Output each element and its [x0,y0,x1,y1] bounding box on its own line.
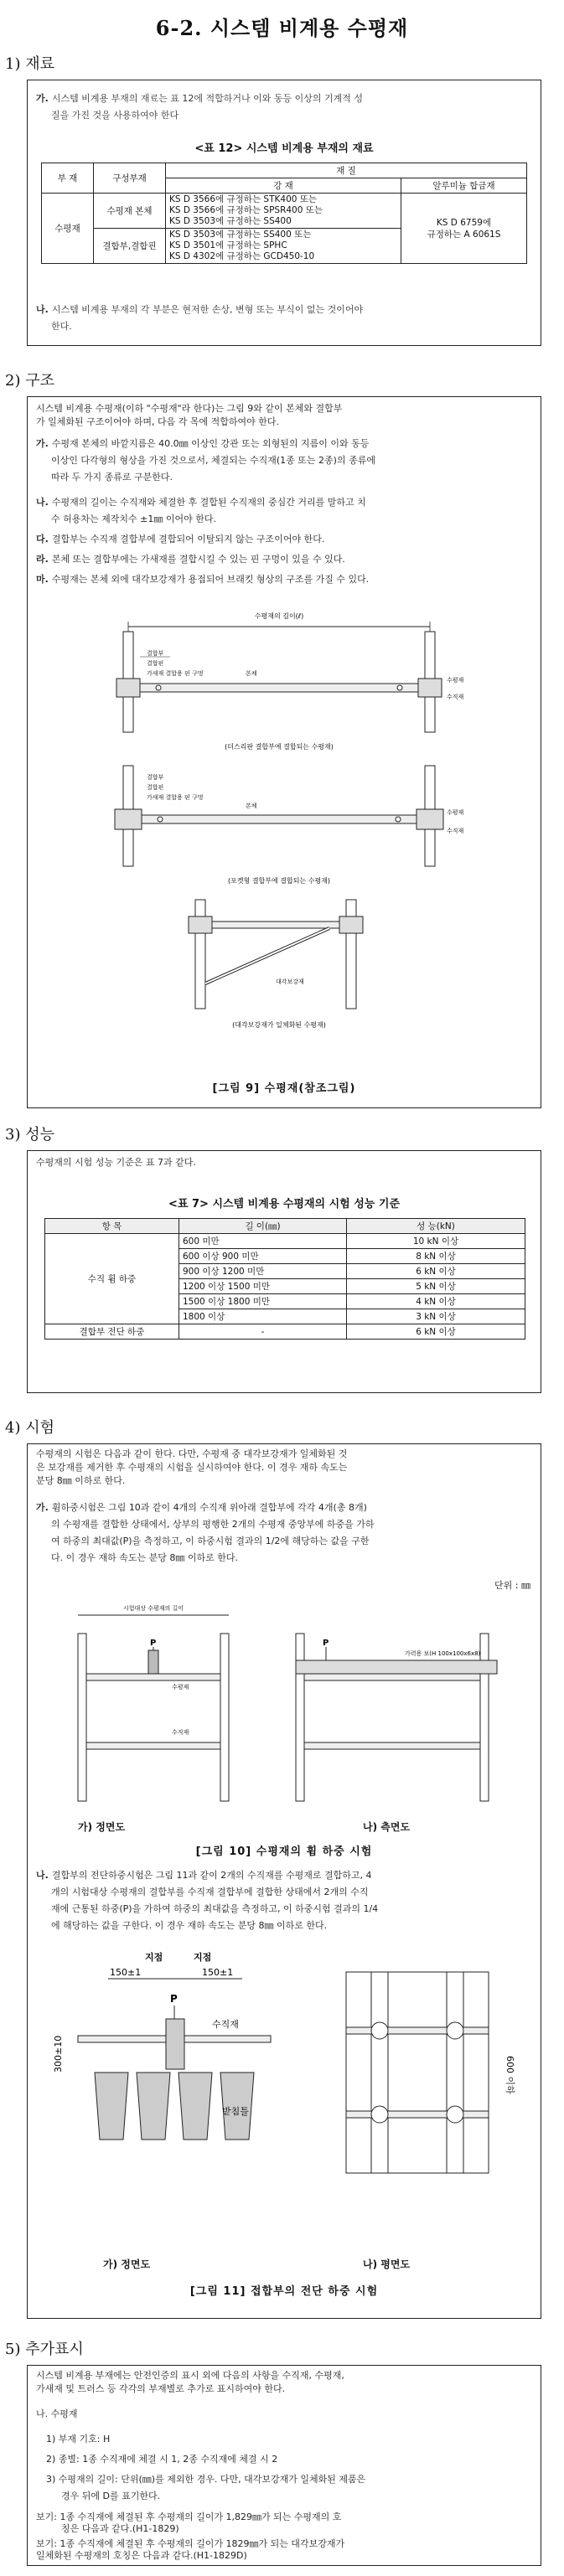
svg-text:본체: 본체 [246,670,257,677]
table-row: 결합부 전단 하중 - 6 kN 이상 [45,1324,525,1340]
performance-box [27,1150,541,1393]
unit-label: 단위 : ㎜ [494,1580,530,1591]
fig10-front-label: 가) 정면도 [78,1821,126,1833]
marking-intro: 시스템 비계용 부재에는 안전인증의 표시 외에 다음의 사항을 수직재, 수평재, 가새재 및 트러스 등 각각의 부재별로 추가로 표시하여야 한다. [36,2370,344,2394]
table-12-caption: <표 12> 시스템 비계용 부재의 재료 [194,142,374,155]
marking-box [27,2365,541,2566]
section-heading-materials: 1) 재료 [5,55,54,73]
marking-item-3: 3) 수평재의 길이: 단위(㎜)를 제외한 경우. 다만, 대각보강재가 일체화된 제품은 [46,2474,366,2485]
svg-text:수직재: 수직재 [447,694,464,700]
figure-9-caption: [그림 9] 수평재(참조그림) [212,1082,356,1095]
structure-intro: 시스템 비계용 수평재(이하 "수평재"라 한다)는 그림 9와 같이 본체와 결합부 가 일체화된 구조이어야 하며, 다음 각 목에 적합하여야 한다. [36,403,343,427]
fig11-plan-label: 나) 평면도 [363,2259,411,2270]
svg-text:결합핀: 결합핀 [147,784,164,791]
table-row: 900 이상 1200 미만 6 kN 이상 [45,1264,525,1279]
figure-11-drawing [44,1947,530,2248]
fig9-sub-a: (더스리판 결합부에 결합되는 수평재) [225,743,334,751]
structure-item-da: 다. 결합부는 수직재 결합부에 결합되어 이탈되지 않는 구조이어야 한다. [36,534,325,545]
svg-text:가력용 보(H 100x100x6x8): 가력용 보(H 100x100x6x8) [405,1650,481,1657]
table-row: 1800 이상 3 kN 이상 [45,1309,525,1324]
section-heading-performance: 3) 성능 [5,1126,54,1143]
figure-11-caption: [그림 11] 접합부의 전단 하중 시험 [189,2285,379,2298]
structure-item-na: 나. 수평재의 길이는 수직재와 체결한 후 결합된 수직재의 중심간 거리를 말하고 치 수 허용차는 제작치수 ±1㎜ 이어야 한다. [36,497,366,524]
figure-10-caption: [그림 10] 수평재의 휨 하중 시험 [195,1846,373,1858]
svg-text:수평재: 수평재 [447,677,464,684]
svg-text:결합부: 결합부 [147,650,164,657]
table-7-caption: <표 7> 시스템 비계용 수평재의 시험 성능 기준 [168,1198,400,1211]
materials-na: 나. 시스템 비계용 부재의 각 부분은 현저한 손상, 변형 또는 부식이 없는 것이어야 한다. [36,304,364,332]
marking-example-2: 보기: 1종 수직재에 체결된 후 수평재의 길이가 1829㎜가 되는 대각보강재가 일체화된 수평재의 호칭은 다음과 같다.(H1-1829D) [36,2538,345,2561]
marking-item-1: 1) 부재 기호: H [46,2434,111,2444]
svg-text:시험대상 수평재의 길이: 시험대상 수평재의 길이 [122,1605,184,1612]
svg-text:P: P [150,1639,157,1648]
fig9-sub-b: (포켓형 결합부에 결합되는 수평재) [227,877,331,885]
structure-item-ma: 마. 수평재는 본체 외에 대각보강재가 용접되어 브래킷 형상의 구조를 가질 수 있다. [36,574,370,585]
svg-text:본체: 본체 [246,803,257,809]
svg-text:대각보강재: 대각보강재 [276,978,304,985]
section-heading-marking: 5) 추가표시 [5,2341,84,2358]
svg-text:가새재 결합용 핀 구멍: 가새재 결합용 핀 구멍 [147,794,204,801]
table-row: 1500 이상 1800 미만 4 kN 이상 [45,1294,525,1309]
section-heading-tests: 4) 시험 [5,1419,54,1437]
svg-text:결합부: 결합부 [147,774,164,781]
table-row: 1200 이상 1500 미만 5 kN 이상 [45,1279,525,1294]
tests-na: 나. 결합부의 전단하중시험은 그림 11과 같이 2개의 수직재를 수평재로 결합하고, 4 개의 시험대상 수평재의 결합부를 수직재 결합부에 결합한 상태에서 2개의 수직 재에 근통된 하중(P)을 가하여 하중의 최대값을 측정하고, 이 하중시험 결과의 1/4 에 해당하는 값을 구한다. 이 경우 재하 속도는 분당 8㎜ 이하로 한다. [36,1870,379,1931]
page-title: 6-2. 시스템 비계용 수평재 [155,16,409,40]
svg-text:수평재: 수평재 [172,1684,189,1691]
svg-text:지점: 지점 [194,1952,212,1963]
fig10-side-label: 나) 측면도 [363,1821,411,1833]
table-row: 수직 휨 하중 600 미만 10 kN 이상 [45,1234,525,1249]
svg-text:P: P [170,1993,178,2005]
tests-intro: 수평재의 시험은 다음과 같이 한다. 다만, 수평재 중 대각보강재가 일체화된 것 은 보강재를 제거한 후 수평재의 시험을 실시하여야 한다. 이 경우 재하 속도는 분당 8㎜ 이하로 한다. [36,1448,348,1486]
performance-table: 항 목 길 이(㎜) 성 능(kN) 수직 휨 하중 600 미만 10 kN 이상 600 이상 900 미만 8 kN 이상 900 이상 1200 미만 6 kN 이상 1200 이상 1500 미만 5 kN 이상 1500 이상 1800 미만 4 kN 이상 1800 이상 3 kN 이상 결합부 전단 하중 - 6 kN 이상 [44,1218,525,1340]
fig9-dim-label: 수평재의 길이(ℓ) [254,612,304,620]
svg-text:수평재: 수평재 [447,809,464,816]
svg-text:600 이하: 600 이하 [504,2056,515,2094]
materials-ga: 가. 시스템 비계용 부재의 재료는 표 12에 적합하거나 이와 동등 이상의 기계적 성 질을 가진 것을 사용하여야 한다 [36,93,364,121]
svg-text:P: P [323,1639,329,1648]
fig11-front-label: 가) 정면도 [103,2259,151,2270]
section-heading-structure: 2) 구조 [5,372,54,390]
svg-text:수직재: 수직재 [172,1729,189,1736]
structure-item-ra: 라. 본체 또는 결합부에는 가새재를 결합시킬 수 있는 핀 구멍이 있을 수 있다. [36,554,345,565]
svg-text:수직재: 수직재 [447,828,464,834]
figure-10-drawing [44,1600,530,1809]
svg-text:가새재 결합용 핀 구멍: 가새재 결합용 핀 구멍 [147,670,204,677]
tests-ga: 가. 휨하중시험은 그림 10과 같이 4개의 수직재 위아래 결합부에 각각 4개(총 8개) 의 수평재를 결합한 상태에서, 상부의 평행한 2개의 수평재 중앙부에 하중을 가하 여 하중의 최대값(P)을 측정하고, 이 하중시험 결과의 1/2에 해당하는 값을 구한 다. 이 경우 재하 속도는 분당 8㎜ 이하로 한다. [36,1502,375,1563]
materials-table: 부 재 구성부재 재 질 강 재 알루미늄 합금재 수평재 수평재 본체 KS D 3566에 규정하는 STK400 또는 KS D 3566에 규정하는 SPSR400 또는 KS D 3503에 규정하는 SS400 KS D 6759에 규정하는 A 6061S 결합부,결합핀 KS D 3503에 규정하는 SS400 또는 KS D 3501에 규정하는 SPHC KS D 4302에 규정하는 GCD450-10 [41,163,527,264]
table-row: 600 이상 900 미만 8 kN 이상 [45,1249,525,1264]
marking-item-3-cont: 경우 뒤에 D를 표기한다. [61,2491,161,2501]
svg-text:300±10: 300±10 [53,2035,64,2073]
svg-text:150±1: 150±1 [110,1967,142,1978]
svg-text:결합핀: 결합핀 [147,660,164,667]
svg-text:받침틀: 받침틀 [222,2106,249,2117]
svg-text:수직재: 수직재 [212,2019,239,2030]
structure-box [27,396,541,1108]
marking-example-1: 보기: 1종 수직재에 체결된 후 수평재의 길이가 1,829㎜가 되는 수평재의 호 칭은 다음과 같다.(H1-1829) [36,2511,342,2534]
svg-text:지점: 지점 [145,1952,163,1963]
performance-intro: 수평재의 시험 성능 기준은 표 7과 같다. [36,1157,196,1168]
fig9-sub-c: (대각보강재가 일체화된 수평재) [232,1021,326,1029]
svg-text:150±1: 150±1 [202,1967,234,1978]
figure-9-drawing [78,598,497,1067]
tests-box [27,1443,541,2319]
marking-na: 나. 수평재 [36,2408,78,2419]
structure-item-ga: 가. 수평재 본체의 바깥지름은 40.0㎜ 이상인 강관 또는 외형된의 지름이 이와 동등 이상인 다각형의 형상을 가진 것으로서, 체결되는 수직재(1종 또는 2종)의 종류에 따라 두 가지 종류로 구분한다. [36,438,375,483]
marking-item-2: 2) 종별: 1종 수직재에 체결 시 1, 2종 수직재에 체결 시 2 [46,2454,278,2465]
materials-box [27,80,541,346]
